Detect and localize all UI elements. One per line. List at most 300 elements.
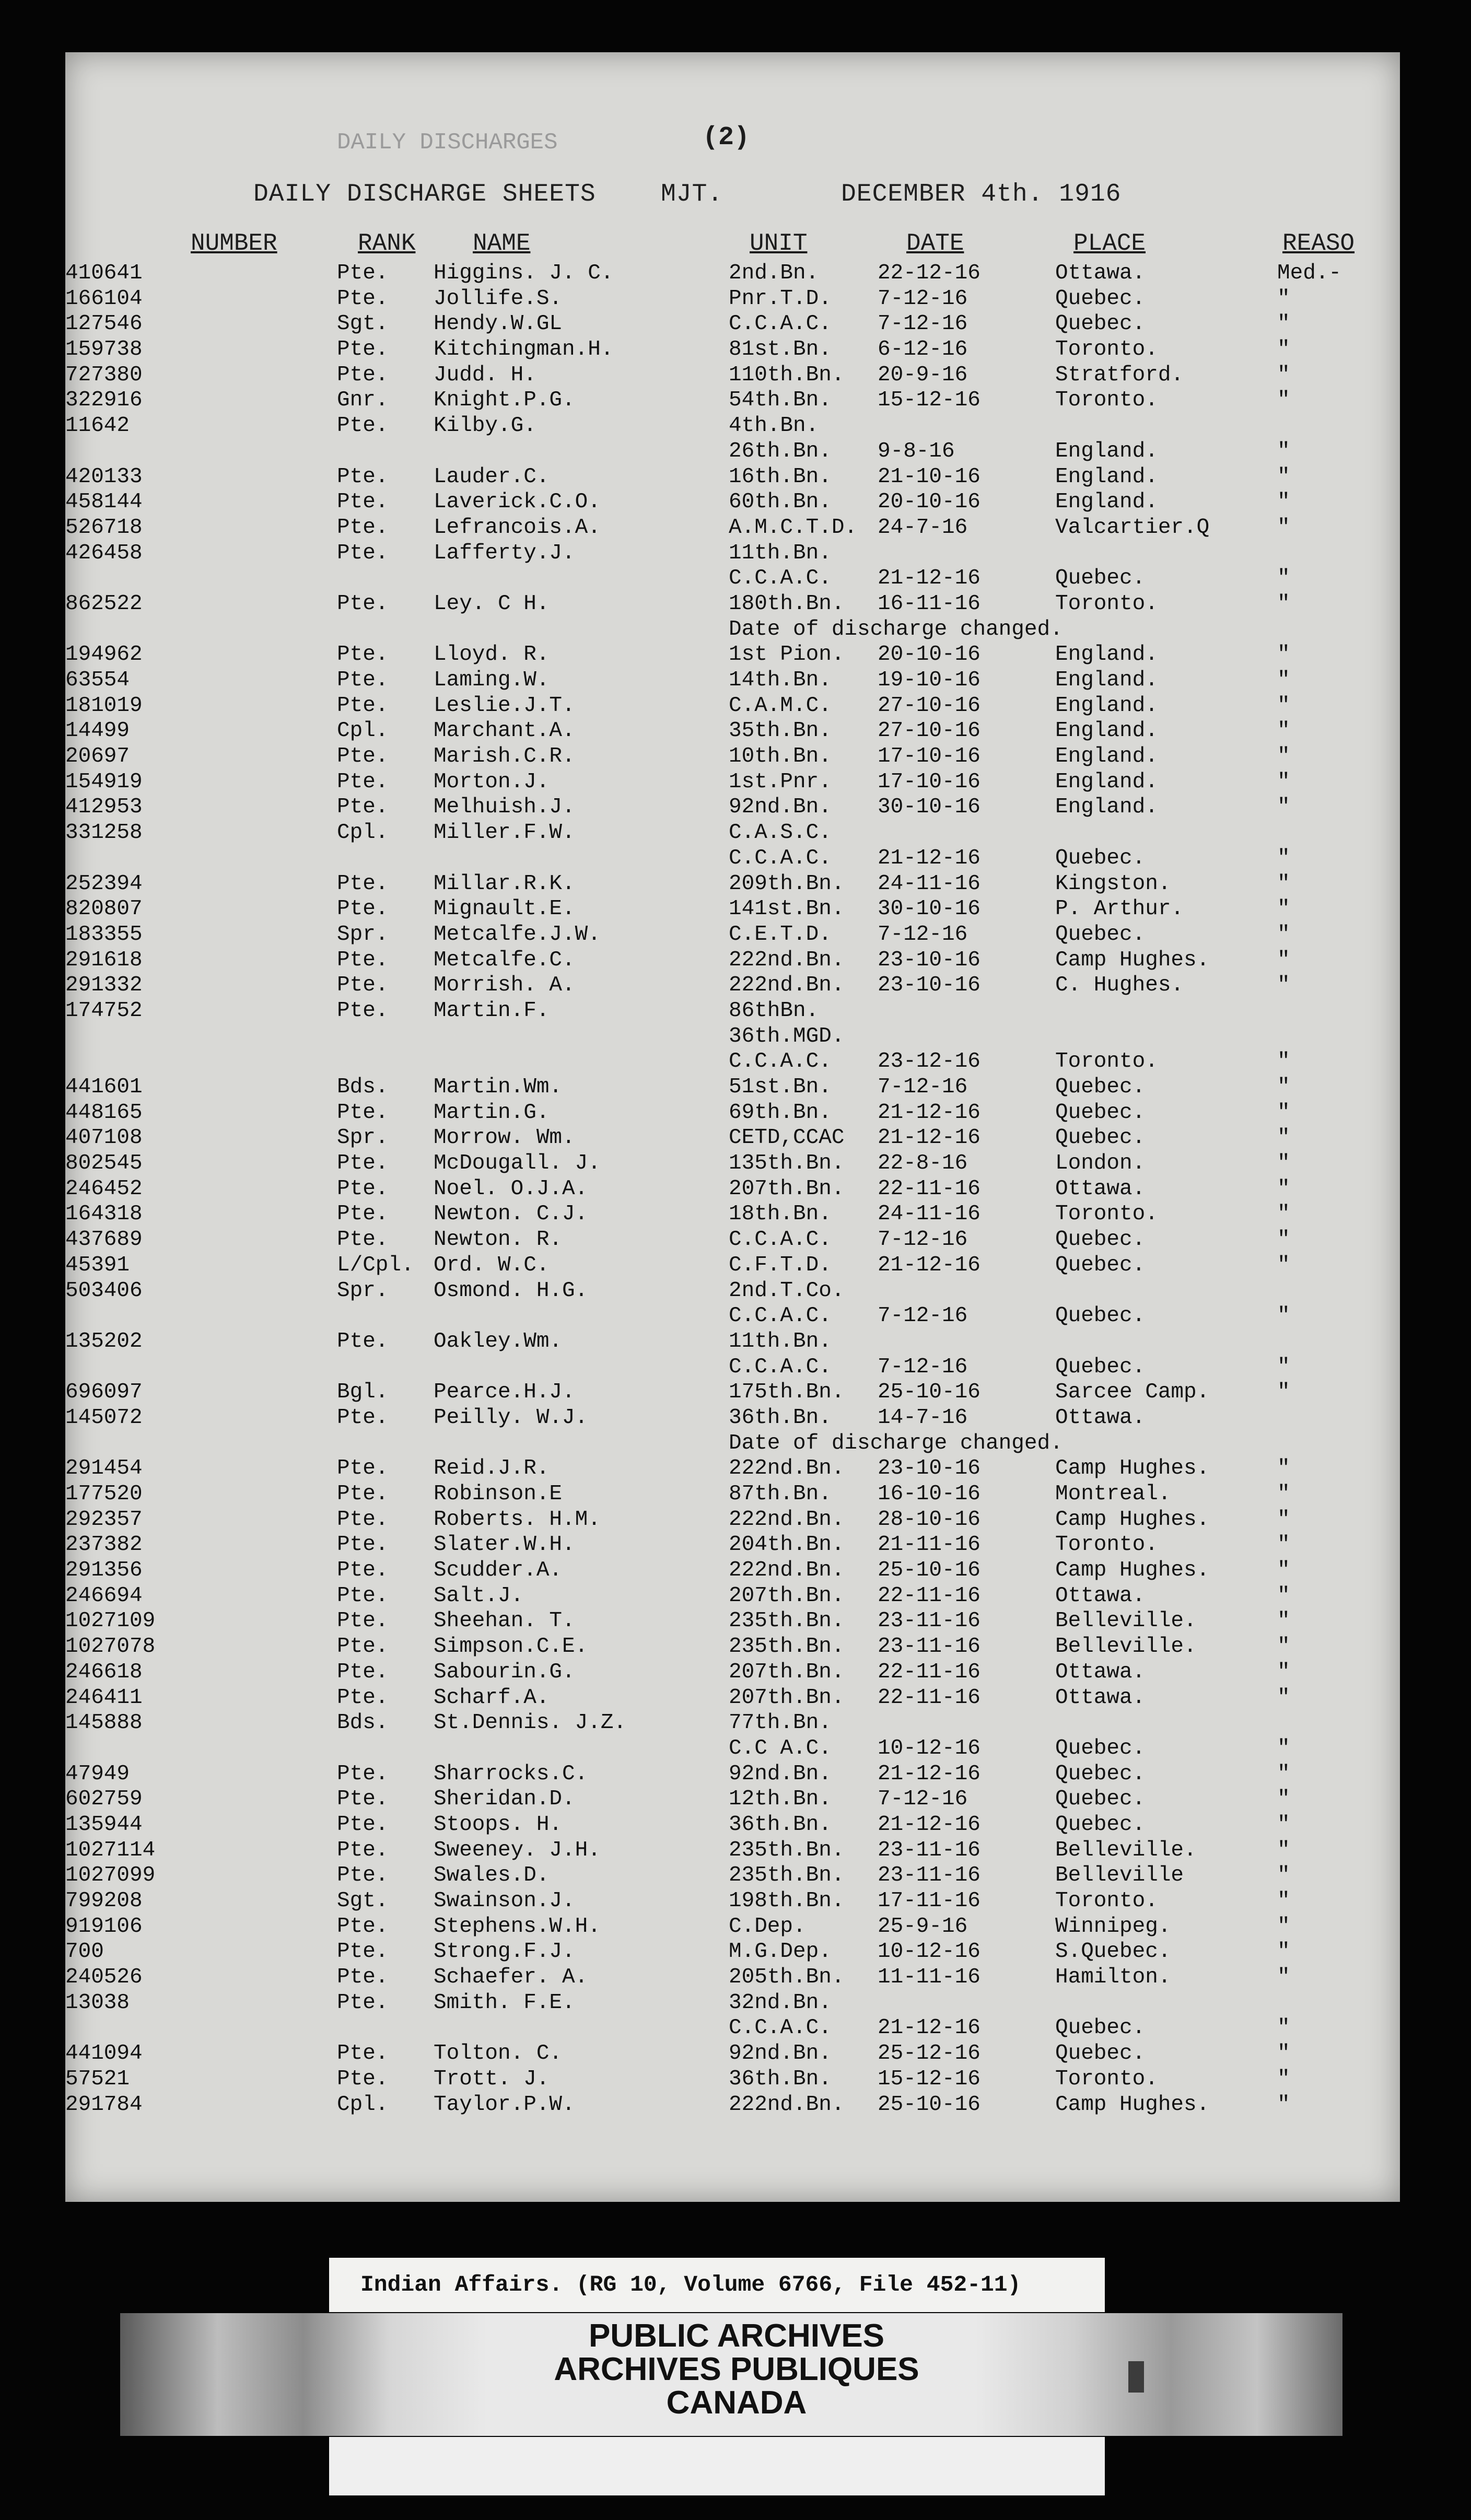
cell-place: England. xyxy=(1055,795,1158,820)
cell-name: Stephens.W.H. xyxy=(434,1914,601,1939)
cell-unit: 81st.Bn. xyxy=(729,337,832,362)
cell-date: 15-12-16 xyxy=(878,2067,980,2091)
cell-unit: A.M.C.T.D. xyxy=(729,515,858,540)
cell-place: Quebec. xyxy=(1055,1812,1146,1837)
cell-date: 24-7-16 xyxy=(878,515,968,540)
cell-number: 919106 xyxy=(65,1914,143,1939)
cell-place: P. Arthur. xyxy=(1055,897,1184,921)
cell-rank: Pte. xyxy=(337,1838,389,1862)
cell-rank: Pte. xyxy=(337,897,389,921)
cell-rank: Pte. xyxy=(337,668,389,692)
cell-date: 7-12-16 xyxy=(878,286,968,311)
table-row xyxy=(65,388,1400,414)
cell-place: Toronto. xyxy=(1055,1533,1158,1557)
cell-rank: Pte. xyxy=(337,261,389,285)
cell-place: Ottawa. xyxy=(1055,1583,1146,1608)
table-row xyxy=(65,312,1400,337)
cell-rank: Cpl. xyxy=(337,2092,389,2117)
cell-number: 145888 xyxy=(65,1711,143,1735)
table-row xyxy=(65,1711,1400,1736)
table-row xyxy=(65,923,1400,948)
cell-place: England. xyxy=(1055,769,1158,794)
cell-place: C. Hughes. xyxy=(1055,973,1184,998)
table-row xyxy=(65,1508,1400,1533)
cell-number: 154919 xyxy=(65,769,143,794)
cell-unit: 235th.Bn. xyxy=(729,1609,845,1634)
table-row xyxy=(65,617,1400,643)
cell-place: England. xyxy=(1055,693,1158,718)
table-row xyxy=(65,1406,1400,1431)
cell-number: 696097 xyxy=(65,1380,143,1405)
cell-rank: Pte. xyxy=(337,1405,389,1430)
cell-place: Quebec. xyxy=(1055,312,1146,336)
table-row xyxy=(65,1456,1400,1482)
cell-rank: Pte. xyxy=(337,795,389,820)
cell-name: Lauder.C. xyxy=(434,464,550,489)
cell-unit: 207th.Bn. xyxy=(729,1660,845,1684)
cell-number: 194962 xyxy=(65,643,143,667)
cell-name: Morrow. Wm. xyxy=(434,1126,575,1150)
table-row xyxy=(65,1965,1400,1991)
cell-reason: " xyxy=(1277,1583,1290,1608)
cell-date: 21-12-16 xyxy=(878,1100,980,1125)
cell-date: 22-11-16 xyxy=(878,1176,980,1201)
cell-date: 23-10-16 xyxy=(878,1456,980,1481)
cell-rank: Pte. xyxy=(337,464,389,489)
cell-place: Belleville. xyxy=(1055,1609,1197,1634)
cell-unit: 26th.Bn. xyxy=(729,439,832,463)
stamp-mark xyxy=(1128,2361,1144,2393)
cell-number: 57521 xyxy=(65,2067,130,2091)
cell-place: England. xyxy=(1055,490,1158,515)
cell-number: 13038 xyxy=(65,1990,130,2015)
cell-name: Martin.Wm. xyxy=(434,1075,563,1099)
cell-date: 23-11-16 xyxy=(878,1838,980,1862)
cell-place: Quebec. xyxy=(1055,286,1146,311)
cell-rank: Pte. xyxy=(337,1635,389,1659)
cell-name: Miller.F.W. xyxy=(434,821,575,845)
cell-rank: Pte. xyxy=(337,2067,389,2091)
column-header-number: NUMBER xyxy=(191,230,277,257)
table-row xyxy=(65,1431,1400,1457)
cell-name: Roberts. H.M. xyxy=(434,1507,601,1532)
cell-date: 28-10-16 xyxy=(878,1507,980,1532)
cell-name: Judd. H. xyxy=(434,363,536,387)
cell-rank: Spr. xyxy=(337,922,389,947)
cell-number: 127546 xyxy=(65,312,143,336)
table-row xyxy=(65,872,1400,897)
document-code: MJT. xyxy=(661,180,723,208)
cell-reason: " xyxy=(1277,795,1290,820)
cell-rank: Pte. xyxy=(337,1914,389,1939)
table-row xyxy=(65,668,1400,694)
cell-reason: " xyxy=(1277,1253,1290,1277)
cell-rank: Pte. xyxy=(337,1761,389,1786)
cell-rank: Pte. xyxy=(337,973,389,998)
cell-number: 448165 xyxy=(65,1100,143,1125)
cell-place: England. xyxy=(1055,643,1158,667)
cell-number: 426458 xyxy=(65,541,143,565)
cell-number: 412953 xyxy=(65,795,143,820)
cell-unit: C.C.A.C. xyxy=(729,1304,832,1328)
cell-name: Taylor.P.W. xyxy=(434,2092,575,2117)
cell-name: Kitchingman.H. xyxy=(434,337,614,362)
cell-reason: " xyxy=(1277,1812,1290,1837)
cell-number: 441094 xyxy=(65,2041,143,2066)
cell-place: Ottawa. xyxy=(1055,1405,1146,1430)
document-date: DECEMBER 4th. 1916 xyxy=(841,180,1122,208)
table-row xyxy=(65,261,1400,287)
table-row xyxy=(65,1915,1400,1940)
cell-rank: Pte. xyxy=(337,1609,389,1634)
cell-number: 441601 xyxy=(65,1075,143,1099)
cell-reason: Med.- xyxy=(1277,261,1342,285)
cell-unit: 1st.Pnr. xyxy=(729,769,832,794)
cell-place: Toronto. xyxy=(1055,2067,1158,2091)
cell-name: Jollife.S. xyxy=(434,286,563,311)
cell-rank: Pte. xyxy=(337,1533,389,1557)
cell-reason: " xyxy=(1277,1380,1290,1405)
stamp-line-1: PUBLIC ARCHIVES xyxy=(588,2318,885,2354)
cell-rank: Pte. xyxy=(337,1940,389,1964)
cell-date: 23-11-16 xyxy=(878,1609,980,1634)
cell-number: 420133 xyxy=(65,464,143,489)
cell-name: Pearce.H.J. xyxy=(434,1380,575,1405)
cell-place: London. xyxy=(1055,1151,1146,1176)
cell-reason: " xyxy=(1277,1635,1290,1659)
cell-name: Scharf.A. xyxy=(434,1685,550,1710)
cell-rank: Pte. xyxy=(337,2041,389,2066)
cell-unit: CETD,CCAC xyxy=(729,1126,845,1150)
cell-number: 240526 xyxy=(65,1965,143,1990)
cell-place: Camp Hughes. xyxy=(1055,1456,1210,1481)
cell-unit: 92nd.Bn. xyxy=(729,1761,832,1786)
cell-unit: 222nd.Bn. xyxy=(729,948,845,972)
cell-number: 174752 xyxy=(65,998,143,1023)
cell-unit: Pnr.T.D. xyxy=(729,286,832,311)
cell-unit: 2nd.T.Co. xyxy=(729,1278,845,1303)
cell-place: Quebec. xyxy=(1055,1075,1146,1099)
cell-unit: 222nd.Bn. xyxy=(729,1456,845,1481)
cell-date: 9-8-16 xyxy=(878,439,955,463)
discharge-table xyxy=(65,261,1400,2118)
cell-rank: Pte. xyxy=(337,1812,389,1837)
cell-date: 20-9-16 xyxy=(878,363,968,387)
cell-date: 21-12-16 xyxy=(878,1761,980,1786)
cell-reason: " xyxy=(1277,439,1290,463)
cell-place: Camp Hughes. xyxy=(1055,948,1210,972)
cell-rank: Cpl. xyxy=(337,719,389,743)
cell-unit: 135th.Bn. xyxy=(729,1151,845,1176)
cell-place: Quebec. xyxy=(1055,1228,1146,1252)
cell-rank: Bgl. xyxy=(337,1380,389,1405)
table-row xyxy=(65,2041,1400,2067)
table-row xyxy=(65,770,1400,796)
column-header-unit: UNIT xyxy=(750,230,808,257)
column-header-rank: RANK xyxy=(358,230,416,257)
cell-rank: Pte. xyxy=(337,1482,389,1506)
cell-date: 7-12-16 xyxy=(878,1787,968,1812)
cell-rank: Pte. xyxy=(337,769,389,794)
cell-unit: 1st Pion. xyxy=(729,643,845,667)
table-row xyxy=(65,1329,1400,1355)
cell-place: Winnipeg. xyxy=(1055,1914,1171,1939)
cell-name: Metcalfe.C. xyxy=(434,948,575,972)
cell-name: Melhuish.J. xyxy=(434,795,575,820)
cell-name: Morrish. A. xyxy=(434,973,575,998)
cell-name: Newton. C.J. xyxy=(434,1202,588,1227)
cell-unit: 54th.Bn. xyxy=(729,388,832,413)
cell-reason: " xyxy=(1277,388,1290,413)
table-row xyxy=(65,1202,1400,1228)
cell-name: Marish.C.R. xyxy=(434,744,575,769)
cell-number: 135944 xyxy=(65,1812,143,1837)
cell-date: 16-11-16 xyxy=(878,591,980,616)
cell-date: 21-12-16 xyxy=(878,566,980,591)
cell-unit: 92nd.Bn. xyxy=(729,795,832,820)
cell-rank: Pte. xyxy=(337,693,389,718)
cell-number: 407108 xyxy=(65,1126,143,1150)
cell-reason: " xyxy=(1277,363,1290,387)
cell-date: 22-8-16 xyxy=(878,1151,968,1176)
cell-place: Quebec. xyxy=(1055,2016,1146,2040)
cell-number: 20697 xyxy=(65,744,130,769)
cell-rank: Pte. xyxy=(337,1176,389,1201)
cell-unit: 11th.Bn. xyxy=(729,541,832,565)
table-row xyxy=(65,1660,1400,1686)
cell-place: Quebec. xyxy=(1055,1126,1146,1150)
cell-unit: C.C.A.C. xyxy=(729,1049,832,1074)
cell-number: 1027114 xyxy=(65,1838,156,1862)
cell-place: Stratford. xyxy=(1055,363,1184,387)
cell-unit: C.C.A.C. xyxy=(729,1355,832,1379)
cell-date: 21-12-16 xyxy=(878,1253,980,1277)
cell-unit: 204th.Bn. xyxy=(729,1533,845,1557)
cell-name: Martin.F. xyxy=(434,998,550,1023)
cell-name: Trott. J. xyxy=(434,2067,550,2091)
cell-rank: Pte. xyxy=(337,1456,389,1481)
cell-number: 252394 xyxy=(65,871,143,896)
cell-unit: C.E.T.D. xyxy=(729,922,832,947)
cell-unit: 10th.Bn. xyxy=(729,744,832,769)
cell-number: 246411 xyxy=(65,1685,143,1710)
table-row xyxy=(65,1355,1400,1381)
cell-name: Swales.D. xyxy=(434,1863,550,1888)
cell-date: 14-7-16 xyxy=(878,1405,968,1430)
cell-number: 526718 xyxy=(65,515,143,540)
cell-unit: 87th.Bn. xyxy=(729,1482,832,1506)
cell-unit: 222nd.Bn. xyxy=(729,1558,845,1583)
cell-place: Ottawa. xyxy=(1055,261,1146,285)
cell-date: 24-11-16 xyxy=(878,1202,980,1227)
cell-unit: 77th.Bn. xyxy=(729,1711,832,1735)
cell-place: Quebec. xyxy=(1055,1787,1146,1812)
cell-number: 727380 xyxy=(65,363,143,387)
cell-unit: 11th.Bn. xyxy=(729,1329,832,1354)
cell-reason: " xyxy=(1277,1965,1290,1990)
cell-reason: " xyxy=(1277,2016,1290,2040)
cell-reason: " xyxy=(1277,2092,1290,2117)
cell-reason: " xyxy=(1277,490,1290,515)
cell-date: 25-10-16 xyxy=(878,2092,980,2117)
cell-number: 503406 xyxy=(65,1278,143,1303)
cell-reason: " xyxy=(1277,948,1290,972)
cell-date: 7-12-16 xyxy=(878,1355,968,1379)
table-row xyxy=(65,1863,1400,1889)
cell-number: 45391 xyxy=(65,1253,130,1277)
cell-place: Quebec. xyxy=(1055,1736,1146,1760)
table-row xyxy=(65,1635,1400,1660)
table-row xyxy=(65,795,1400,821)
cell-number: 291618 xyxy=(65,948,143,972)
table-row xyxy=(65,1940,1400,1965)
cell-unit: 36th.Bn. xyxy=(729,2067,832,2091)
cell-date: 7-12-16 xyxy=(878,1304,968,1328)
cell-place: Quebec. xyxy=(1055,2041,1146,2066)
table-row xyxy=(65,1762,1400,1788)
cell-name: Simpson.C.E. xyxy=(434,1635,588,1659)
cell-place: Toronto. xyxy=(1055,1202,1158,1227)
cell-number: 1027099 xyxy=(65,1863,156,1888)
cell-rank: Pte. xyxy=(337,541,389,565)
cell-name: Tolton. C. xyxy=(434,2041,563,2066)
cell-date: 24-11-16 xyxy=(878,871,980,896)
cell-date: 17-10-16 xyxy=(878,769,980,794)
table-row xyxy=(65,744,1400,770)
table-row xyxy=(65,2016,1400,2041)
cell-reason: " xyxy=(1277,846,1290,870)
column-header-name: NAME xyxy=(473,230,531,257)
cell-unit: 209th.Bn. xyxy=(729,871,845,896)
cell-name: Stoops. H. xyxy=(434,1812,563,1837)
cell-unit: 36th.Bn. xyxy=(729,1405,832,1430)
cell-rank: Pte. xyxy=(337,1863,389,1888)
cell-date: 21-12-16 xyxy=(878,1812,980,1837)
cell-date: 21-11-16 xyxy=(878,1533,980,1557)
cell-name: Osmond. H.G. xyxy=(434,1278,588,1303)
cell-number: 164318 xyxy=(65,1202,143,1227)
cell-reason: " xyxy=(1277,1660,1290,1684)
table-row xyxy=(65,1228,1400,1253)
cell-date: 11-11-16 xyxy=(878,1965,980,1990)
cell-place: Camp Hughes. xyxy=(1055,1507,1210,1532)
cell-reason: " xyxy=(1277,1100,1290,1125)
cell-rank: Pte. xyxy=(337,591,389,616)
cell-name: Salt.J. xyxy=(434,1583,524,1608)
cell-place: Toronto. xyxy=(1055,1049,1158,1074)
cell-date: 22-11-16 xyxy=(878,1583,980,1608)
cell-rank: Pte. xyxy=(337,1685,389,1710)
cell-number: 159738 xyxy=(65,337,143,362)
cell-reason: " xyxy=(1277,464,1290,489)
cell-unit: C.A.S.C. xyxy=(729,821,832,845)
cell-name: Higgins. J. C. xyxy=(434,261,614,285)
cell-place: Ottawa. xyxy=(1055,1176,1146,1201)
table-row xyxy=(65,999,1400,1024)
cell-unit: 180th.Bn. xyxy=(729,591,845,616)
table-row xyxy=(65,414,1400,439)
cell-reason: " xyxy=(1277,312,1290,336)
cell-reason: " xyxy=(1277,1126,1290,1150)
cell-name: Lefrancois.A. xyxy=(434,515,601,540)
cell-reason: " xyxy=(1277,871,1290,896)
cell-unit: C.C A.C. xyxy=(729,1736,832,1760)
cell-reason: " xyxy=(1277,668,1290,692)
table-row xyxy=(65,1380,1400,1406)
cell-rank: Pte. xyxy=(337,1228,389,1252)
cell-place: Hamilton. xyxy=(1055,1965,1171,1990)
cell-unit: C.Dep. xyxy=(729,1914,806,1939)
cell-number: 181019 xyxy=(65,693,143,718)
cell-unit: 207th.Bn. xyxy=(729,1685,845,1710)
cell-unit: 92nd.Bn. xyxy=(729,2041,832,2066)
cell-place: Montreal. xyxy=(1055,1482,1171,1506)
cell-reason: " xyxy=(1277,591,1290,616)
cell-rank: Pte. xyxy=(337,490,389,515)
table-row xyxy=(65,1304,1400,1329)
cell-date: 19-10-16 xyxy=(878,668,980,692)
cell-rank: Pte. xyxy=(337,1660,389,1684)
cell-place: Quebec. xyxy=(1055,846,1146,870)
cell-date: 7-12-16 xyxy=(878,1228,968,1252)
cell-place: England. xyxy=(1055,668,1158,692)
cell-number: 292357 xyxy=(65,1507,143,1532)
cell-unit: 16th.Bn. xyxy=(729,464,832,489)
cell-number: 291356 xyxy=(65,1558,143,1583)
cell-place: Quebec. xyxy=(1055,1761,1146,1786)
table-row xyxy=(65,1177,1400,1203)
cell-number: 183355 xyxy=(65,922,143,947)
cell-name: Ley. C H. xyxy=(434,591,550,616)
column-header-place: PLACE xyxy=(1073,230,1146,257)
table-row xyxy=(65,337,1400,363)
table-row xyxy=(65,821,1400,846)
cell-reason: " xyxy=(1277,1736,1290,1760)
cell-place: England. xyxy=(1055,464,1158,489)
cell-name: Laming.W. xyxy=(434,668,550,692)
cell-name: Martin.G. xyxy=(434,1100,550,1125)
cell-reason: " xyxy=(1277,1482,1290,1506)
cell-reason: " xyxy=(1277,1558,1290,1583)
cell-place: Quebec. xyxy=(1055,1304,1146,1328)
table-row xyxy=(65,1279,1400,1304)
table-row xyxy=(65,541,1400,567)
cell-number: 458144 xyxy=(65,490,143,515)
cell-date: 27-10-16 xyxy=(878,693,980,718)
table-row xyxy=(65,363,1400,389)
cell-place: England. xyxy=(1055,719,1158,743)
cell-place: Camp Hughes. xyxy=(1055,2092,1210,2117)
cell-place: Toronto. xyxy=(1055,337,1158,362)
cell-unit: C.C.A.C. xyxy=(729,846,832,870)
cell-unit: C.F.T.D. xyxy=(729,1253,832,1277)
cell-unit: M.G.Dep. xyxy=(729,1940,832,1964)
cell-unit: 51st.Bn. xyxy=(729,1075,832,1099)
cell-date: 27-10-16 xyxy=(878,719,980,743)
cell-reason: " xyxy=(1277,1228,1290,1252)
document-title: DAILY DISCHARGE SHEETS xyxy=(253,180,596,208)
cell-name: Peilly. W.J. xyxy=(434,1405,588,1430)
cell-date: 25-12-16 xyxy=(878,2041,980,2066)
cell-date: 6-12-16 xyxy=(878,337,968,362)
cell-date: 25-10-16 xyxy=(878,1380,980,1405)
table-row xyxy=(65,1813,1400,1838)
cell-number: 322916 xyxy=(65,388,143,413)
cell-date: 22-11-16 xyxy=(878,1685,980,1710)
table-row xyxy=(65,1253,1400,1279)
cell-unit: C.A.M.C. xyxy=(729,693,832,718)
cell-name: Newton. R. xyxy=(434,1228,563,1252)
